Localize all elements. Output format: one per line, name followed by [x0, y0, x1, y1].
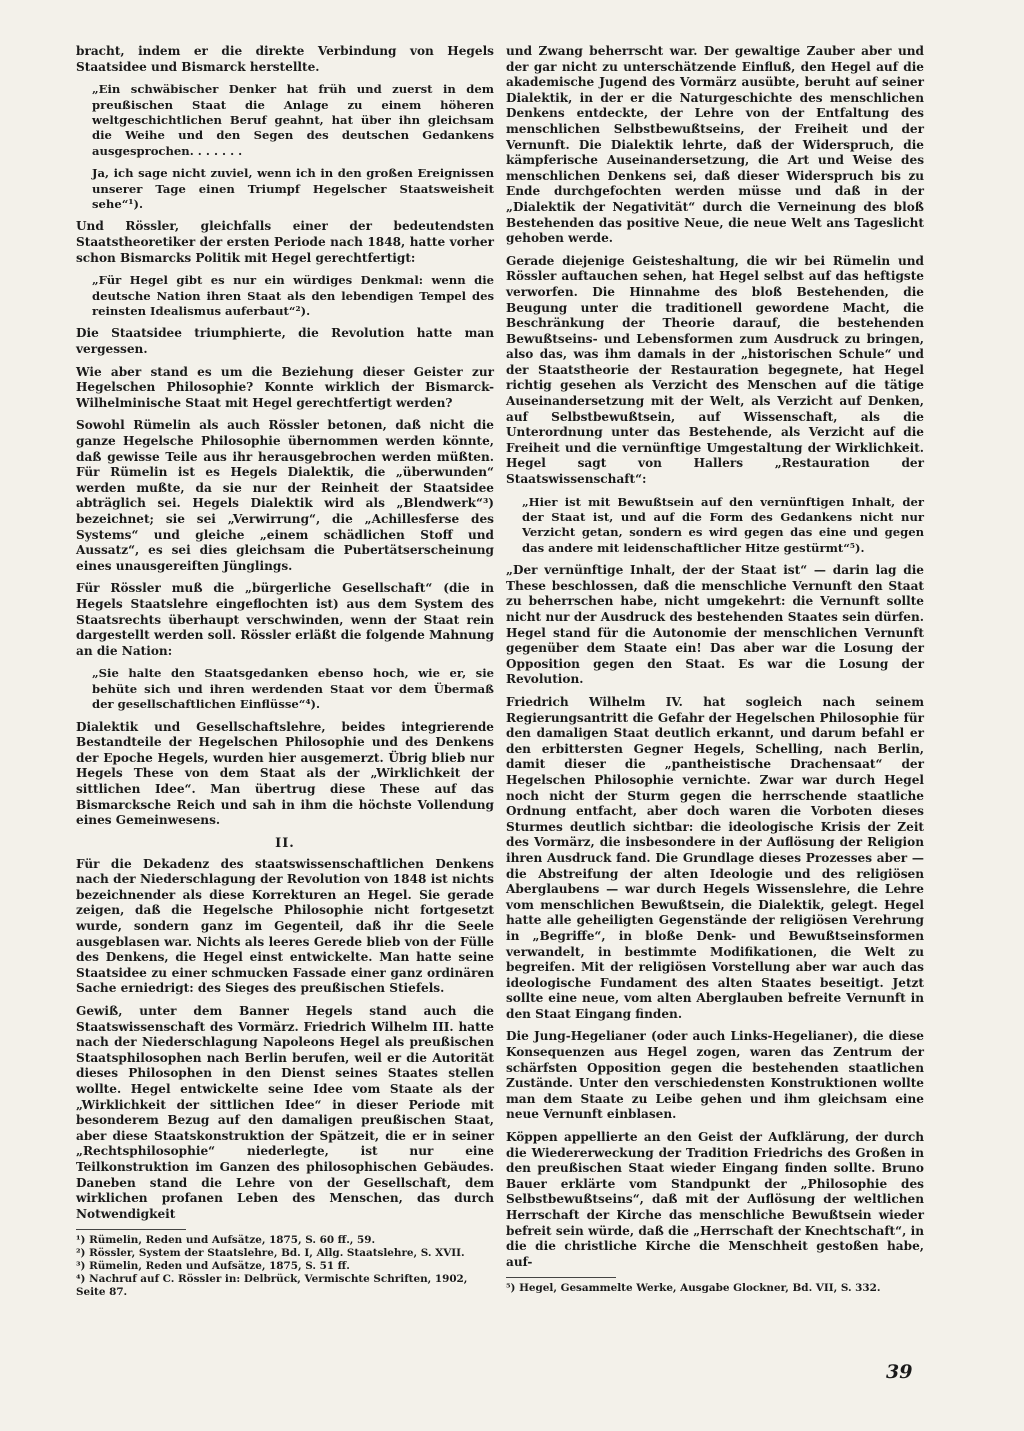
left-column — [76, 44, 494, 1299]
paragraph: Die Jung-Hegelianer (oder auch Links-Hegelianer), die diese Konsequenzen aus Hegel zogen, waren das Zentrum der schärfsten Opposition gegen die bestehenden staatlichen Zustände. Unter den verschiedensten Konstruktionen wollte man dem Staate zu Leibe gehen und ihm gleichsam eine neue Vernunft einblasen. — [506, 1029, 924, 1122]
section-heading: II. — [275, 835, 295, 851]
paragraph: Gewiß, unter dem Banner Hegels stand auch die Staatswissenschaft des Vormärz. Friedrich Wilhelm III. hatte nach der Niederschlagung Napoleons Hegel als preußischen Staatsphilosophen nach Berlin berufen, weil er die Autorität dieses Philosophen in den Dienst seines Staates stellen wollte. Hegel entwickelte seine Idee vom Staate als der „Wirklichkeit der sittlichen Idee“ in dieser Periode mit besonderem Bezug auf den damaligen preußischen Staat, aber diese Staatskonstruktion der Spätzeit, die er in seiner „Rechtsphilosophie“ niederlegte, ist nur eine Teilkonstruktion im Ganzen des philosophischen Gebäudes. Daneben stand die Lehre von der Gesellschaft, dem wirklichen profanen Leben des Menschen, das durch Notwendigkeit — [76, 1004, 494, 1221]
quote: Ja, ich sage nicht zuviel, wenn ich in den großen Ereignissen unserer Tage einen Triumpf Hegelscher Staatsweisheit sehe“¹). — [92, 166, 494, 212]
paragraph: Die Staatsidee triumphierte, die Revolution hatte man vergessen. — [76, 326, 494, 357]
paragraph: Köppen appellierte an den Geist der Aufklärung, der durch die Wiedererweckung der Tradition Friedrichs des Großen in den preußischen Staat wieder Eingang finden sollte. Bruno Bauer erklärte vom Standpunkt der „Philosophie des Selbstbewußtseins“, daß mit der Auflösung der weltlichen Herrschaft der Kirche das menschliche Bewußtsein wieder befreit sein würde, daß die „Herrschaft der Knechtschaft“, in die die christliche Kirche die Menschheit gestoßen habe, auf- — [506, 1130, 924, 1269]
footnote: ³) Rümelin, Reden und Aufsätze, 1875, S. 51 ff. — [76, 1260, 350, 1273]
paragraph: „Der vernünftige Inhalt, der der Staat ist“ — darin lag die These beschlossen, daß die menschliche Vernunft den Staat zu beherrschen habe, nicht umgekehrt: die Vernunft sollte nicht nur der Ausdruck des bestehenden Staates sein dürfen. Hegel stand für die Autonomie der menschlichen Vernunft gegenüber dem Staate ein! Das aber war die Losung der Opposition gegen den Staat. Es war die Losung der Revolution. — [506, 563, 924, 687]
footnote: ⁵) Hegel, Gesammelte Werke, Ausgabe Glockner, Bd. VII, S. 332. — [506, 1282, 881, 1295]
paragraph: Sowohl Rümelin als auch Rössler betonen, daß nicht die ganze Hegelsche Philosophie übernommen werden könnte, daß gewisse Teile aus ihr herausgebrochen werden müßten. Für Rümelin ist es Hegels Dialektik, die „überwunden“ werden mußte, da sie nur der Reinheit der Staatsidee abträglich sei. Hegels Dialektik wird als „Blendwerk“³) bezeichnet; sie sei „Verwirrung“, die „Achillesferse des Systems“ und gleiche „einem schädlichen Stoff und Aussatz“, es sei dies gleichsam die Pubertätserscheinung eines unausgereiften Jünglings. — [76, 418, 494, 573]
paragraph: bracht, indem er die direkte Verbindung von Hegels Staatsidee und Bismarck herstellte. — [76, 44, 494, 74]
right-column — [506, 44, 924, 1295]
paragraph: Wie aber stand es um die Beziehung dieser Geister zur Hegelschen Philosophie? Konnte wirklich der Bismarck-Wilhelminische Staat mit Hegel gerechtfertigt werden? — [76, 364, 494, 410]
footnote: ¹) Rümelin, Reden und Aufsätze, 1875, S. 60 ff., 59. — [76, 1234, 376, 1247]
page-number: 39 — [886, 1361, 913, 1383]
quote: „Hier ist mit Bewußtsein auf den vernünftigen Inhalt, der der Staat ist, und auf die Form des Gedankens nicht nur Verzicht getan, sondern es wird gegen das eine und gegen das andere mit leidenschaftlicher Hitze gestürmt“⁵). — [522, 494, 924, 555]
quote: „Für Hegel gibt es nur ein würdiges Denkmal: wenn die deutsche Nation ihren Staat als den lebendigen Tempel des reinsten Idealismus auferbaut“²). — [92, 273, 494, 319]
footnote: ⁴) Nachruf auf C. Rössler in: Delbrück, Vermischte Schriften, 1902, Seite 87. — [76, 1273, 468, 1299]
footnote: ²) Rössler, System der Staatslehre, Bd. I, Allg. Staatslehre, S. XVII. — [76, 1247, 465, 1260]
paragraph: Für Rössler muß die „bürgerliche Gesellschaft“ (die in Hegels Staatslehre eingeflochten ist) aus dem System des Staatsrechts überhaupt verschwinden, wenn der Staat rein dargestellt werden soll. Rössler erläßt die folgende Mahnung an die Nation: — [76, 581, 494, 658]
paragraph: Friedrich Wilhelm IV. hat sogleich nach seinem Regierungsantritt die Gefahr der Hegelschen Philosophie für den damaligen Staat deutlich erkannt, und darum befahl er den erbittersten Gegner Hegels, Schelling, nach Berlin, damit dieser die „pantheistische Drachensaat“ der Hegelschen Philosophie vernichte. Zwar war durch Hegel noch nicht der Sturm gegen die herrschende staatliche Ordnung entfacht, aber doch waren die Vorboten dieses Sturmes deutlich sichtbar: die ideologische Krisis der Zeit des Vormärz, die insbesondere in der Auflösung der Religion ihren Ausdruck fand. Die Grundlage dieses Prozesses aber — die Abstreifung der alten Ideologie und des religiösen Aberglaubens — war durch Hegels Wissenslehre, die Lehre vom menschlichen Bewußtsein, die Dialektik, gelegt. Hegel hatte alle geheiligten Gegenstände der religiösen Verehrung in „Begriffe“, in bloße Denk- und Bewußtseinsformen verwandelt, in bestimmte Modifikationen, die Welt zu begreifen. Mit der religiösen Vorstellung aber war auch das ideologische Fundament des alten Staates beseitigt. Jetzt sollte eine neue, vom alten Aberglauben befreite Vernunft in den Staat Eingang finden. — [506, 695, 924, 1021]
paragraph: und Zwang beherrscht war. Der gewaltige Zauber aber und der gar nicht zu unterschätzende Einfluß, den Hegel auf die akademische Jugend des Vormärz ausübte, beruht auf seiner Dialektik, in der er die Naturgeschichte des menschlichen Denkens entdeckte, der Lehre von der Entfaltung des menschlichen Selbstbewußtseins, der Freiheit und der Vernunft. Die Dialektik lehrte, daß der Widerspruch, die kämpferische Auseinandersetzung, die Art und Weise des menschlichen Denkens sei, daß dieser Widerspruch bis zu Ende durchgefochten werden müsse und daß in der „Dialektik der Negativität“ durch die Verneinung des bloß Bestehenden das positive Neue, die neue Welt ans Tageslicht gehoben werde. — [506, 44, 924, 246]
footnote-divider — [76, 1229, 186, 1230]
quote: „Sie halte den Staatsgedanken ebenso hoch, wie er, sie behüte sich und ihren werdenden Staat vor dem Übermaß der gesellschaftlichen Einflüsse“⁴). — [92, 666, 494, 712]
quote: „Ein schwäbischer Denker hat früh und zuerst in dem preußischen Staat die Anlage zu einem höheren weltgeschichtlichen Beruf geahnt, hat über ihn gleichsam die Weihe und den Segen des deutschen Gedankens ausgesprochen. . . . . . . — [92, 82, 494, 158]
paragraph: Gerade diejenige Geisteshaltung, die wir bei Rümelin und Rössler auftauchen sehen, hat Hegel selbst auf das heftigste verworfen. Die Hinnahme des bloß Bestehenden, die Beugung unter die traditionell gewordene Macht, die Beschränkung der Theorie darauf, die bestehenden Bewußtseins- und Lebensformen zum Ausdruck zu bringen, also das, was ihm damals in der „historischen Schule“ und der Staatstheorie der Restauration begegnete, hat Hegel richtig gesehen als Verzicht des Menschen auf die tätige Auseinandersetzung mit der Welt, als Verzicht auf Denken, auf Selbstbewußtsein, auf Wissenschaft, als die Unterordnung unter das Bestehende, als Verzicht auf die Freiheit und die vernünftige Umgestaltung der Wirklichkeit. Hegel sagt von Hallers „Restauration der Staatswissenschaft“: — [506, 253, 924, 487]
paragraph: Und Rössler, gleichfalls einer der bedeutendsten Staatstheoretiker der ersten Periode nach 1848, hatte vorher schon Bismarcks Politik mit Hegel gerechtfertigt: — [76, 219, 494, 265]
paragraph: Dialektik und Gesellschaftslehre, beides integrierende Bestandteile der Hegelschen Philosophie und des Denkens der Epoche Hegels, wurden hier ausgemerzt. Übrig blieb nur Hegels These von dem Staat als der „Wirklichkeit der sittlichen Idee“. Man übertrug diese These auf das Bismarcksche Reich und sah in ihm die höchste Vollendung eines Gemeinwesens. — [76, 719, 494, 828]
footnote-divider — [506, 1277, 616, 1278]
paragraph: Für die Dekadenz des staatswissenschaftlichen Denkens nach der Niederschlagung der Revolution von 1848 ist nichts bezeichnender als diese Korrekturen an Hegel. Sie gerade zeigen, daß die Hegelsche Philosophie nicht fortgesetzt wurde, sondern ganz im Gegenteil, daß ihr die Seele ausgeblasen war. Nichts als leeres Gerede blieb von der Fülle des Denkens, die Hegel einst entwickelte. Man hatte seine Staatsidee zu einer schmucken Fassade einer ganz ordinären Sache erniedrigt: des Sieges des preußischen Stiefels. — [76, 856, 494, 996]
